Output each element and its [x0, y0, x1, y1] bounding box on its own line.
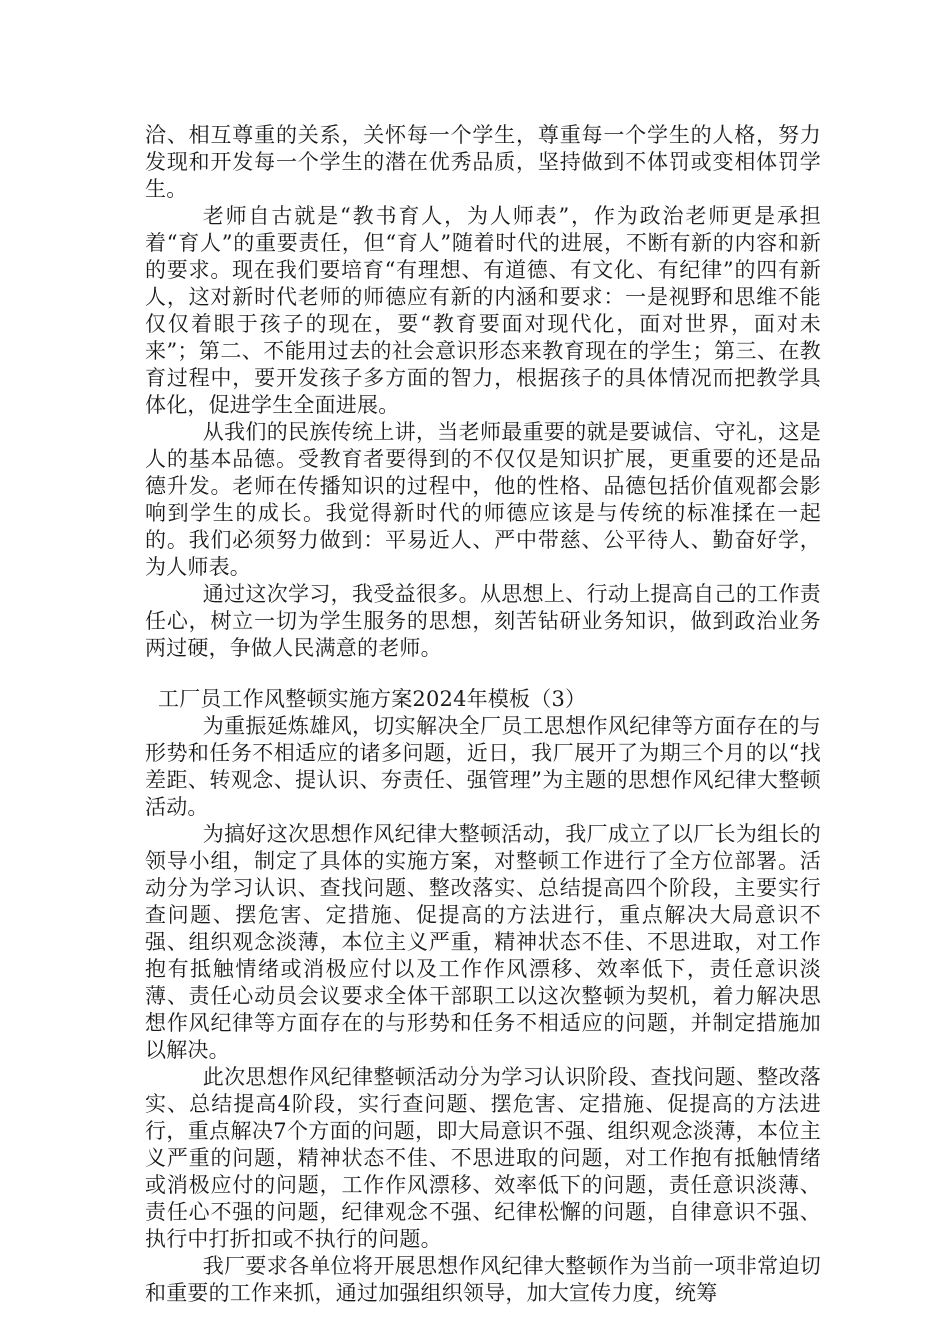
section-title: 工厂员工作风整顿实施方案2024年模板（3）	[158, 687, 587, 711]
section-gap	[145, 662, 821, 686]
document-page	[145, 122, 821, 1307]
body-paragraph: 此次思想作风纪律整顿活动分为学习认识阶段、查找问题、整改落实、总结提高4阶段，实行查问题、摆危害、定措施、促提高的方法进行，重点解决7个方面的问题，即大局意识不强、组织观念淡薄，本位主义严重的问题，精神状态不佳、不思进取的问题，对工作抱有抵触情绪或消极应付的问题，工作作风漂移、效率低下的问题，责任意识淡薄、责任心不强的问题，纪律观念不强、纪律松懈的问题，自律意识不强、执行中打折扣或不执行的问题。	[145, 1065, 821, 1251]
body-paragraph: 为搞好这次思想作风纪律大整顿活动，我厂成立了以厂长为组长的领导小组，制定了具体的实施方案，对整顿工作进行了全方位部署。活动分为学习认识、查找问题、整改落实、总结提高四个阶段，主要实行查问题、摆危害、定措施、促提高的方法进行，重点解决大局意识不强、组织观念淡薄，本位主义严重，精神状态不佳、不思进取，对工作抱有抵触情绪或消极应付以及工作作风漂移、效率低下，责任意识淡薄、责任心动员会议要求全体干部职工以这次整顿为契机，着力解决思想作风纪律等方面存在的与形势和任务不相适应的问题，并制定措施加以解决。	[145, 822, 821, 1062]
body-paragraph: 通过这次学习，我受益很多。从思想上、行动上提高自己的工作责任心，树立一切为学生服务的思想，刻苦钻研业务知识，做到政治业务两过硬，争做人民满意的老师。	[145, 582, 821, 660]
body-paragraph: 老师自古就是“教书育人，为人师表”，作为政治老师更是承担着“育人”的重要责任，但“育人”随着时代的进展，不断有新的内容和新的要求。现在我们要培育“有理想、有道德、有文化、有纪律”的四有新人，这对新时代老师的师德应有新的内涵和要求：一是视野和思维不能仅仅着眼于孩子的现在，要“教育要面对现代化，面对世界，面对未来”；第二、不能用过去的社会意识形态来教育现在的学生；第三、在教育过程中，要开发孩子多方面的智力，根据孩子的具体情况而把教学具体化，促进学生全面进展。	[145, 204, 821, 417]
body-paragraph: 为重振延炼雄风，切实解决全厂员工思想作风纪律等方面存在的与形势和任务不相适应的诸多问题，近日，我厂展开了为期三个月的以“找差距、转观念、提认识、夯责任、强管理”为主题的思想作风纪律大整顿活动。	[145, 714, 821, 819]
body-paragraph-continued: 洽、相互尊重的关系，关怀每一个学生，尊重每一个学生的人格，努力发现和开发每一个学生的潜在优秀品质，坚持做到不体罚或变相体罚学生。	[145, 123, 821, 201]
body-paragraph: 我厂要求各单位将开展思想作风纪律大整顿作为当前一项非常迫切和重要的工作来抓，通过加强组织领导，加大宣传力度，统筹	[145, 1254, 821, 1305]
body-paragraph: 从我们的民族传统上讲，当老师最重要的就是要诚信、守礼，这是人的基本品德。受教育者要得到的不仅仅是知识扩展，更重要的还是品德升发。老师在传播知识的过程中，他的性格、品德包括价值观都会影响到学生的成长。我觉得新时代的师德应该是与传统的标准揉在一起的。我们必须努力做到：平易近人、严中带慈、公平待人、勤奋好学，为人师表。	[145, 420, 821, 579]
